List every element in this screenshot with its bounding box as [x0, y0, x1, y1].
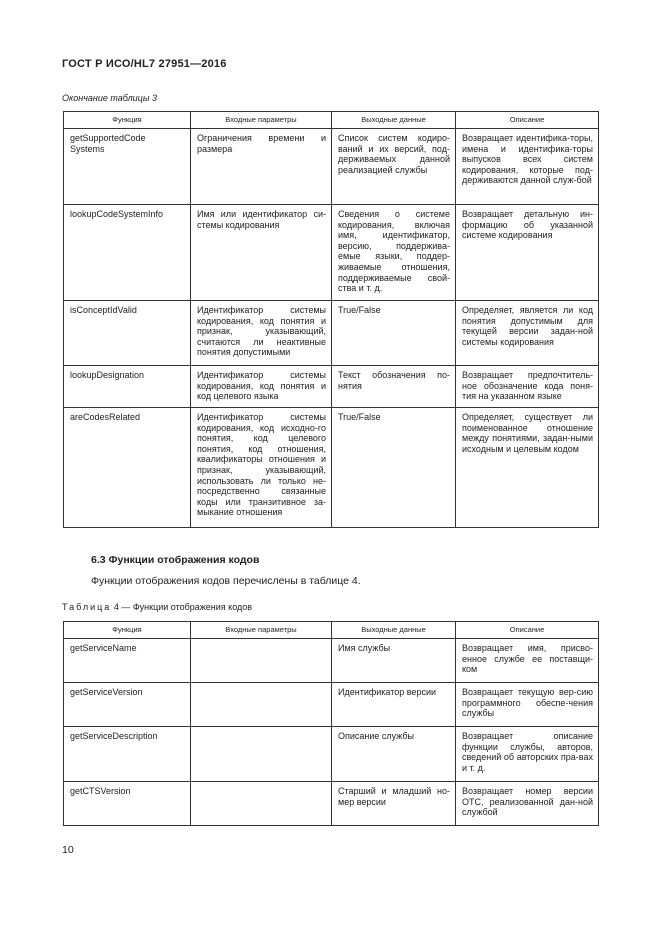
cell-function: getSupportedCode Systems [64, 129, 191, 205]
table-row [64, 301, 599, 366]
cell-input [191, 683, 332, 727]
column-header-description: Описание [456, 112, 599, 129]
table-row [64, 639, 599, 683]
cell-input: Имя или идентификатор си-стемы кодирования [191, 205, 332, 301]
cell-description: Возвращает предпочтитель-ное обозначение кода поня-тия на указанном языке [456, 366, 599, 408]
cell-output: Сведения о системе кодирования, включая имя, идентификатор, версию, поддержива-емые языки, поддер-живаемые отношения, поддерживаемые свой-ства и т. д. [332, 205, 456, 301]
table-4 [63, 621, 599, 826]
cell-description: Возвращает описание функции службы, авторов, сведений об авторских пра-вах и т. д. [456, 727, 599, 782]
cell-function: isConceptIdValid [64, 301, 191, 366]
table4-caption-label: Таблица [62, 602, 112, 612]
cell-function: getServiceDescription [64, 727, 191, 782]
cell-output: True/False [332, 301, 456, 366]
table-row [64, 129, 599, 205]
cell-output: Текст обозначения по-нятия [332, 366, 456, 408]
cell-description: Определяет, является ли код понятия допустимым для текущей версии задан-ной системы кодирования [456, 301, 599, 366]
column-header-input: Входные параметры [191, 622, 332, 639]
cell-description: Возвращает детальную ин-формацию об указанной системе кодирования [456, 205, 599, 301]
column-header-description: Описание [456, 622, 599, 639]
cell-input: Ограничения времени и размера [191, 129, 332, 205]
cell-description: Возвращает номер версии ОТС, реализованной дан-ной службой [456, 782, 599, 826]
column-header-function: Функция [64, 112, 191, 129]
cell-output: Описание службы [332, 727, 456, 782]
table-row [64, 782, 599, 826]
cell-description: Возвращает идентифика-торы, имена и идентифика-торы выпусков всех систем кодирования, которые под-держиваются данной служ-бой [456, 129, 599, 205]
table-row [64, 683, 599, 727]
table-3 [63, 111, 599, 528]
cell-output: Старший и младший но-мер версии [332, 782, 456, 826]
cell-input: Идентификатор системы кодирования, код понятия и код целевого языка [191, 366, 332, 408]
cell-function: lookupCodeSystemInfo [64, 205, 191, 301]
cell-input [191, 782, 332, 826]
table-row [64, 727, 599, 782]
column-header-function: Функция [64, 622, 191, 639]
table3-caption: Окончание таблицы 3 [62, 93, 157, 103]
cell-description: Определяет, существует ли поименованное отношение между понятиями, задан-ными исходным и целевым кодом [456, 408, 599, 528]
table4-caption [62, 602, 252, 612]
column-header-input: Входные параметры [191, 112, 332, 129]
cell-function: getServiceVersion [64, 683, 191, 727]
section-heading: 6.3 Функции отображения кодов [91, 554, 260, 566]
cell-output: Список систем кодиро-ваний и их версий, под-держиваемых данной реализацией службы [332, 129, 456, 205]
column-header-output: Выходные данные [332, 112, 456, 129]
table-header-row [64, 112, 599, 129]
table4-caption-text: 4 — Функции отображения кодов [113, 602, 253, 612]
cell-function: getCTSVersion [64, 782, 191, 826]
cell-description: Возвращает текущую вер-сию программного обеспе-чения службы [456, 683, 599, 727]
cell-input: Идентификатор системы кодирования, код понятия и признак, указывающий, считаются ли неактивные понятия допустимыми [191, 301, 332, 366]
cell-function: areCodesRelated [64, 408, 191, 528]
table-row [64, 366, 599, 408]
section-paragraph: Функции отображения кодов перечислены в таблице 4. [91, 575, 361, 587]
table-row [64, 205, 599, 301]
cell-input [191, 639, 332, 683]
cell-description: Возвращает имя, присво-енное службе ее поставщи-ком [456, 639, 599, 683]
page-number: 10 [62, 844, 74, 856]
cell-function: lookupDesignation [64, 366, 191, 408]
column-header-output: Выходные данные [332, 622, 456, 639]
cell-function: getServiceName [64, 639, 191, 683]
table-header-row [64, 622, 599, 639]
standard-designation: ГОСТ Р ИСО/HL7 27951—2016 [62, 58, 227, 70]
cell-output: Идентификатор версии [332, 683, 456, 727]
cell-output: Имя службы [332, 639, 456, 683]
cell-input [191, 727, 332, 782]
cell-input: Идентификатор системы кодирования, код исходно-го понятия, код целевого понятия, код отношения, квалификаторы отношения и признак, указывающий, использовать ли только не-посредственно связанные коды или транзитивное за-мыкание отношения [191, 408, 332, 528]
table-row [64, 408, 599, 528]
cell-output: True/False [332, 408, 456, 528]
